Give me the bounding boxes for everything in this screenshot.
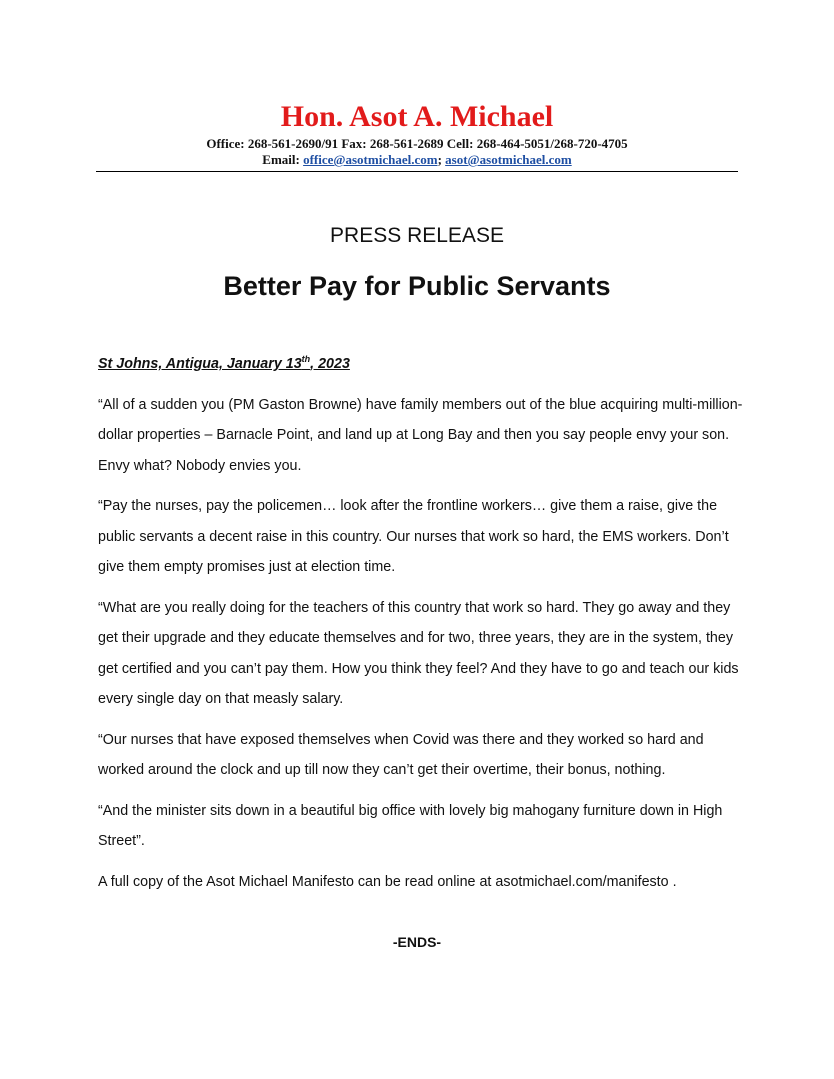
ends-marker: -ENDS- xyxy=(392,934,442,950)
paragraph: “And the minister sits down in a beautiful big office with lovely big mahogany furniture down in High Street”. xyxy=(98,802,723,849)
press-release-label: PRESS RELEASE xyxy=(330,224,504,247)
email-separator: ; xyxy=(437,152,442,167)
email-label: Email: xyxy=(262,152,300,167)
contact-line: Office: 268-561-2690/91 Fax: 268-561-2689 Cell: 268-464-5051/268-720-4705 xyxy=(206,136,628,151)
body-text xyxy=(98,349,746,907)
paragraph: “Our nurses that have exposed themselves when Covid was there and they worked so hard and worked around the clock and up till now they can’t get their overtime, their bonus, nothing. xyxy=(98,731,704,778)
headline: Better Pay for Public Servants xyxy=(223,271,611,301)
paragraph: A full copy of the Asot Michael Manifesto can be read online at asotmichael.com/manifesto . xyxy=(98,873,677,890)
email-line xyxy=(0,152,834,168)
paragraph: “All of a sudden you (PM Gaston Browne) have family members out of the blue acquiring multi-million-dollar properties – Barnacle Point, and land up at Long Bay and then you say people envy your son. Envy what? Nobody envies you. xyxy=(98,396,743,474)
email-link-office[interactable]: office@asotmichael.com xyxy=(303,152,438,167)
dateline-ordinal: th xyxy=(301,354,311,365)
letterhead-name: Hon. Asot A. Michael xyxy=(280,100,554,133)
paragraph: “Pay the nurses, pay the policemen… look after the frontline workers… give them a raise, give the public servants a decent raise in this country. Our nurses that work so hard, the EMS workers. Don’t give them empty promises just at election time. xyxy=(98,498,729,575)
paragraph: “What are you really doing for the teachers of this country that work so hard. They go away and they get their upgrade and they educate themselves and for two, three years, they are in the system, they get certified and you can’t pay them. How you think they feel? And they have to go and teach our kids every single day on that measly salary. xyxy=(98,599,739,707)
letterhead-divider xyxy=(96,171,738,172)
dateline-text: St Johns, Antigua, January 13 xyxy=(98,356,302,372)
email-link-asot[interactable]: asot@asotmichael.com xyxy=(445,152,572,167)
letterhead xyxy=(0,98,834,168)
dateline-year: , 2023 xyxy=(310,356,350,372)
dateline xyxy=(98,349,746,380)
